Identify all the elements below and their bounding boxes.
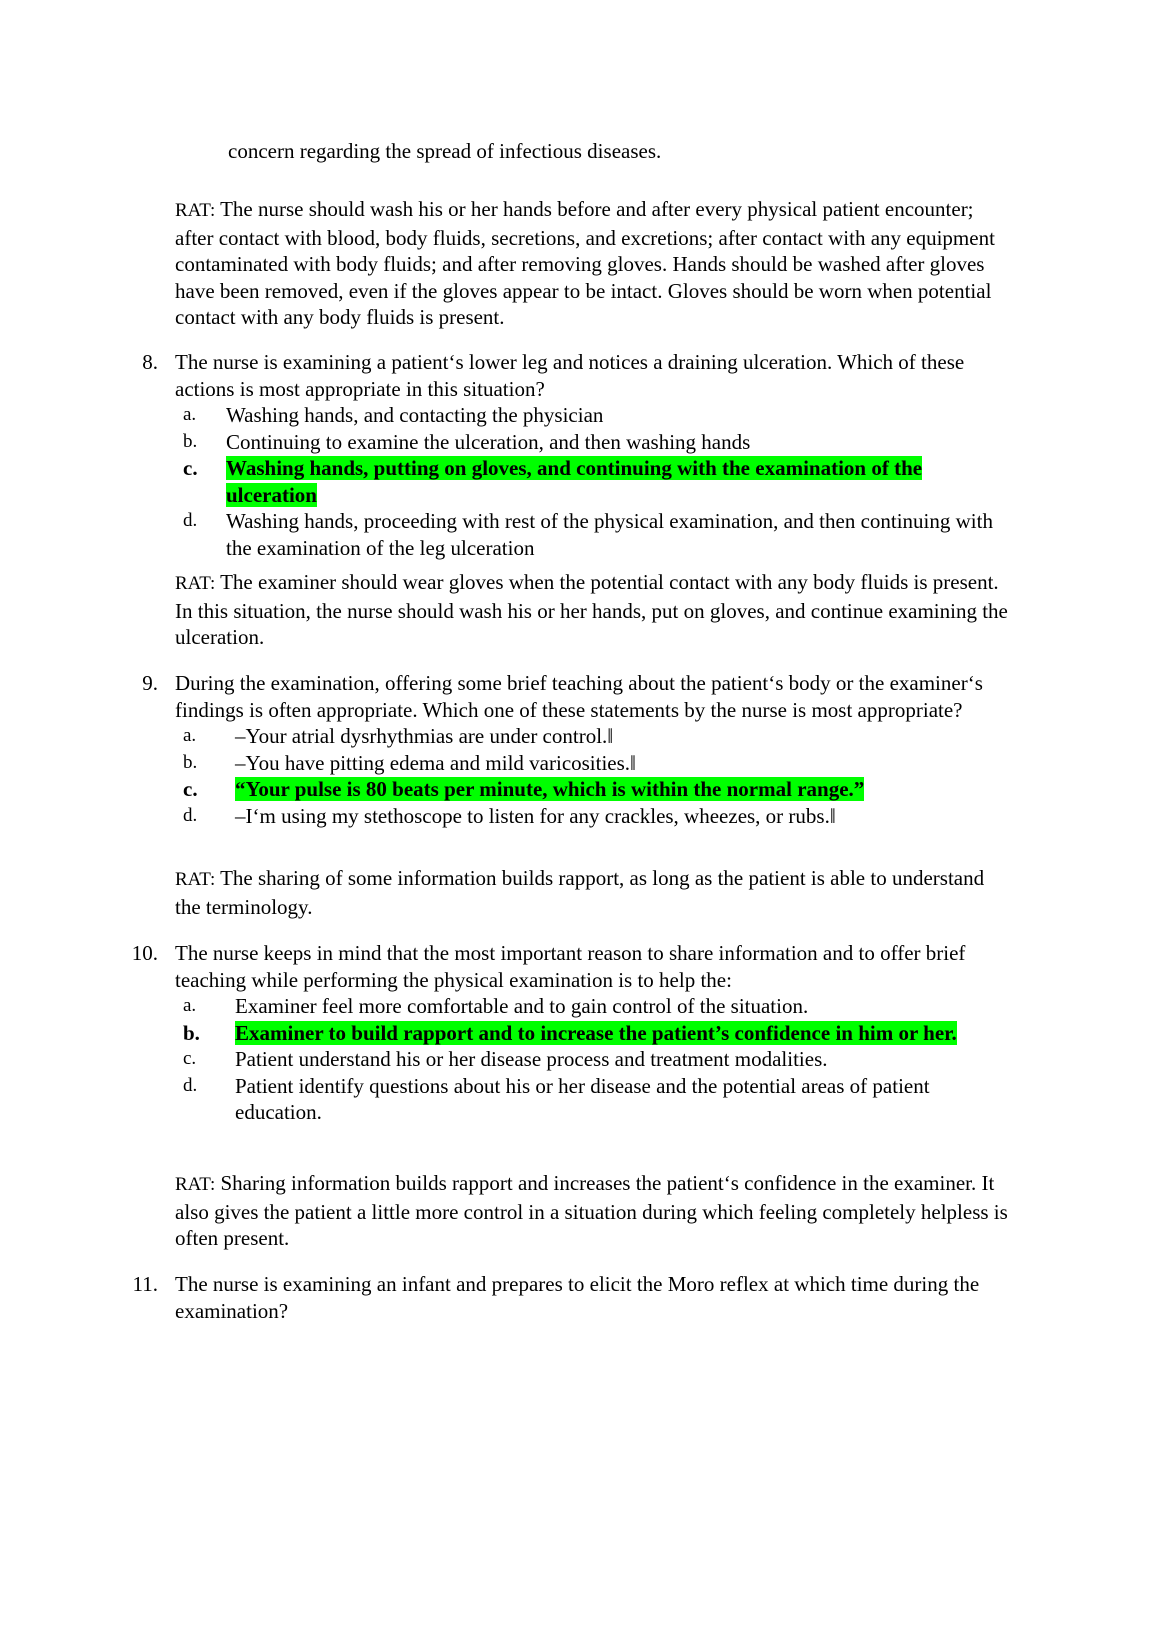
option-letter: d. bbox=[183, 804, 198, 826]
option-b-correct bbox=[175, 1020, 1010, 1047]
question-number: 9. bbox=[142, 671, 158, 695]
question-number: 8. bbox=[142, 350, 158, 374]
option-letter: b. bbox=[183, 1020, 200, 1045]
option-text: Patient identify questions about his or her disease and the potential areas of patient education. bbox=[235, 1073, 930, 1124]
option-d bbox=[175, 803, 1010, 830]
option-letter: b. bbox=[183, 430, 198, 452]
option-text: ‒You have pitting edema and mild varicosities.‖ bbox=[235, 750, 636, 775]
option-text: Washing hands, proceeding with rest of the physical examination, and then continuing with the examination of the leg ulceration bbox=[226, 509, 993, 560]
option-c-correct bbox=[175, 455, 1010, 508]
option-letter: c. bbox=[183, 777, 198, 801]
rationale-q7 bbox=[175, 196, 1010, 331]
option-letter: a. bbox=[183, 995, 197, 1016]
rationale-q8 bbox=[175, 569, 1010, 651]
highlighted-answer: Examiner to build rapport and to increase the patient’s confidence in him or her. bbox=[235, 1020, 957, 1045]
option-b bbox=[175, 750, 1010, 777]
option-d bbox=[175, 1073, 1010, 1126]
question-text: The nurse is examining a patient‘s lower leg and notices a draining ulceration. Which of these actions is most appropriate in this situation? bbox=[175, 350, 965, 401]
option-c-correct bbox=[175, 776, 1010, 803]
option-letter: a. bbox=[183, 404, 197, 425]
rationale-text: The nurse should wash his or her hands before and after every physical patient encounter; after contact with blood, body fluids, secretions, and excretions; after contact with any equipment contaminated with body fluids; and after removing gloves. Hands should be washed after gloves have been removed, even if the gloves appear to be intact. Gloves should be worn when potential contact with any body fluids is present. bbox=[175, 197, 995, 329]
option-letter: b. bbox=[183, 751, 198, 773]
rat-label: RAT: bbox=[175, 1174, 216, 1195]
question-text: During the examination, offering some brief teaching about the patient‘s body or the examiner‘s findings is often appropriate. Which one of these statements by the nurse is most appropriate? bbox=[175, 671, 983, 722]
rationale-q10 bbox=[175, 1170, 1010, 1252]
option-text: Patient understand his or her disease process and treatment modalities. bbox=[235, 1047, 828, 1071]
question-text: The nurse keeps in mind that the most important reason to share information and to offer brief teaching while performing the physical examination is to help the: bbox=[175, 941, 966, 992]
option-text: Examiner feel more comfortable and to gain control of the situation. bbox=[235, 994, 809, 1018]
question-number: 11. bbox=[132, 1272, 158, 1296]
rationale-text: Sharing information builds rapport and increases the patient‘s confidence in the examiner. It also gives the patient a little more control in a situation during which feeling completely helpless is often present. bbox=[175, 1171, 1008, 1250]
question-text: The nurse is examining an infant and prepares to elicit the Moro reflex at which time during the examination? bbox=[175, 1272, 980, 1323]
rationale-q9 bbox=[175, 865, 1010, 920]
option-text: Washing hands, and contacting the physician bbox=[226, 403, 604, 427]
continuation-text: concern regarding the spread of infectious diseases. bbox=[228, 139, 662, 163]
option-text: ‒Your atrial dysrhythmias are under control.‖ bbox=[235, 724, 614, 748]
option-letter: a. bbox=[183, 725, 197, 746]
option-letter: d. bbox=[183, 510, 198, 531]
option-d bbox=[175, 508, 1010, 561]
question-number: 10. bbox=[131, 941, 158, 965]
highlighted-answer: “Your pulse is 80 beats per minute, which is within the normal range.” bbox=[235, 777, 865, 801]
option-text: ‒I‘m using my stethoscope to listen for any crackles, wheezes, or rubs.‖ bbox=[235, 803, 836, 828]
option-letter: c. bbox=[183, 1048, 197, 1069]
rationale-text: The examiner should wear gloves when the potential contact with any body fluids is present. In this situation, the nurse should wash his or her hands, put on gloves, and continue examining the ulceration. bbox=[175, 570, 1008, 649]
option-b bbox=[175, 429, 1010, 456]
option-a bbox=[175, 993, 1010, 1020]
option-text: Continuing to examine the ulceration, and then washing hands bbox=[226, 429, 751, 454]
rat-label: RAT: bbox=[175, 573, 216, 594]
rat-label: RAT: bbox=[175, 200, 216, 221]
rationale-text: The sharing of some information builds rapport, as long as the patient is able to understand the terminology. bbox=[175, 866, 985, 919]
option-a bbox=[175, 402, 1010, 429]
option-c bbox=[175, 1046, 1010, 1073]
option-a bbox=[175, 723, 1010, 750]
rat-label: RAT: bbox=[175, 869, 216, 890]
option-letter: c. bbox=[183, 456, 198, 480]
option-letter: d. bbox=[183, 1074, 198, 1096]
highlighted-answer: Washing hands, putting on gloves, and continuing with the examination of the ulceration bbox=[226, 456, 923, 507]
